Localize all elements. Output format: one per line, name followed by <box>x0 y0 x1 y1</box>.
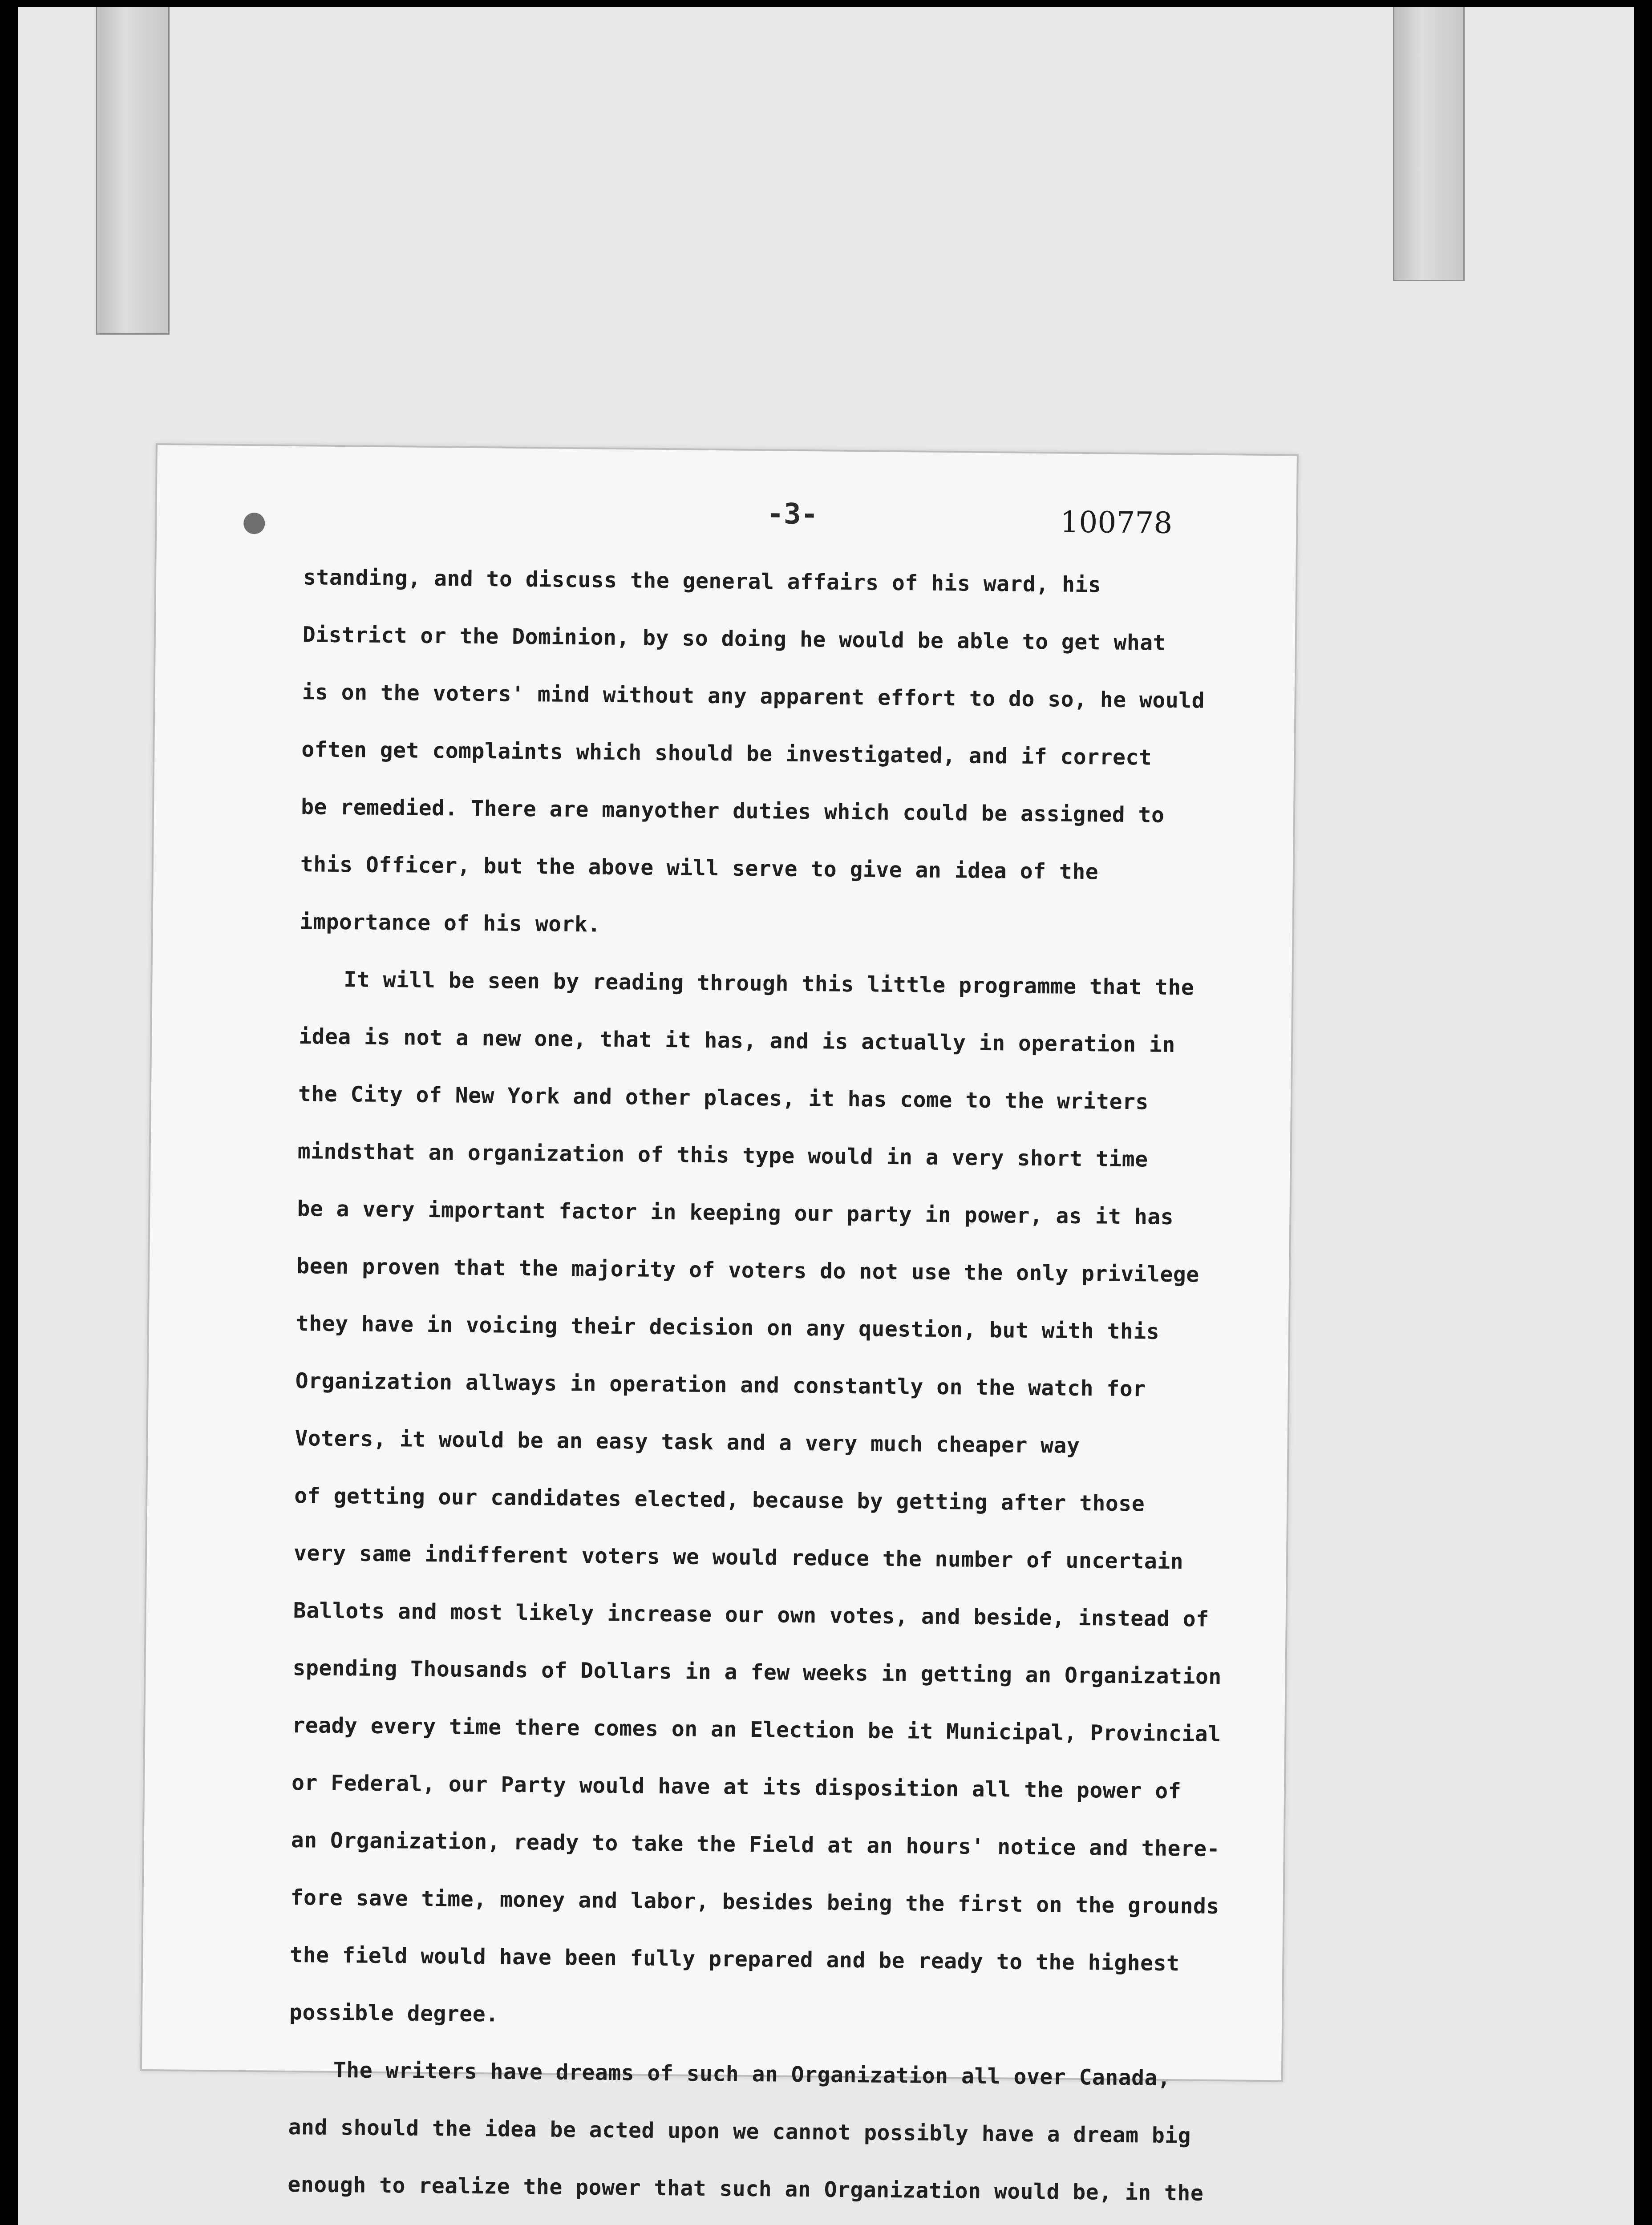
document-page <box>140 443 1299 2206</box>
text-line: possible degree. <box>289 2000 499 2027</box>
mounting-board <box>18 7 1634 2225</box>
text-line: fore save time, money and labor, besides being the first on the grounds <box>290 1885 1220 1919</box>
text-line: Ballots and most likely increase our own votes, and beside, instead of <box>293 1598 1209 1632</box>
text-line: idea is not a new one, that it has, and is actually in operation in <box>298 1024 1176 1058</box>
text-line: the field would have been fully prepared and be ready to the highest <box>290 1942 1180 1976</box>
document-body <box>287 549 1274 2225</box>
text-line: standing, and to discuss the general affairs of his ward, his <box>303 565 1101 598</box>
text-line: Organization allways in operation and constantly on the watch for <box>295 1368 1146 1402</box>
tape-strip-top-right <box>1393 7 1465 281</box>
punch-hole <box>243 513 265 534</box>
text-line: The writers have dreams of such an Organization all over Canada, <box>333 2057 1171 2091</box>
text-line: spending Thousands of Dollars in a few weeks in getting an Organization <box>292 1655 1222 1690</box>
text-line: they have in voicing their decision on any question, but with this <box>296 1311 1160 1344</box>
text-line: of getting our candidates elected, because by getting after those <box>294 1483 1145 1517</box>
text-line: or Federal, our Party would have at its disposition all the power of <box>291 1770 1182 1804</box>
document-number: 100778 <box>1060 505 1173 540</box>
text-line: enough to realize the power that such an Organization would be, in the <box>287 2172 1204 2206</box>
text-line: is on the voters' mind without any apparent effort to do so, he would <box>302 680 1205 713</box>
text-line: be remedied. There are manyother duties which could be assigned to <box>300 794 1165 828</box>
text-line: mindsthat an organization of this type would in a very short time <box>297 1139 1148 1172</box>
page-number: -3- <box>766 498 818 531</box>
text-line: be a very important factor in keeping our party in power, as it has <box>297 1196 1174 1230</box>
text-line: Voters, it would be an easy task and a very much cheaper way <box>295 1426 1080 1459</box>
text-line: ready every time there comes on an Election be it Municipal, Provincial <box>292 1713 1221 1747</box>
text-line: been proven that the majority of voters do not use the only privilege <box>296 1254 1199 1287</box>
text-line: District or the Dominion, by so doing he would be able to get what <box>302 622 1166 655</box>
text-line: this Officer, but the above will serve to give an idea of the <box>300 852 1099 885</box>
text-line: often get complaints which should be investigated, and if correct <box>301 737 1152 770</box>
text-line: and should the idea be acted upon we cannot possibly have a dream big <box>288 2115 1191 2148</box>
text-line: very same indifferent voters we would reduce the number of uncertain <box>293 1541 1184 1574</box>
text-line: importance of his work. <box>300 909 601 937</box>
tape-strip-top-left <box>96 7 170 335</box>
text-line: the City of New York and other places, it has come to the writers <box>298 1081 1149 1115</box>
text-line: an Organization, ready to take the Field at an hours' notice and there- <box>291 1828 1220 1862</box>
text-line: It will be seen by reading through this little programme that the <box>344 967 1194 1000</box>
